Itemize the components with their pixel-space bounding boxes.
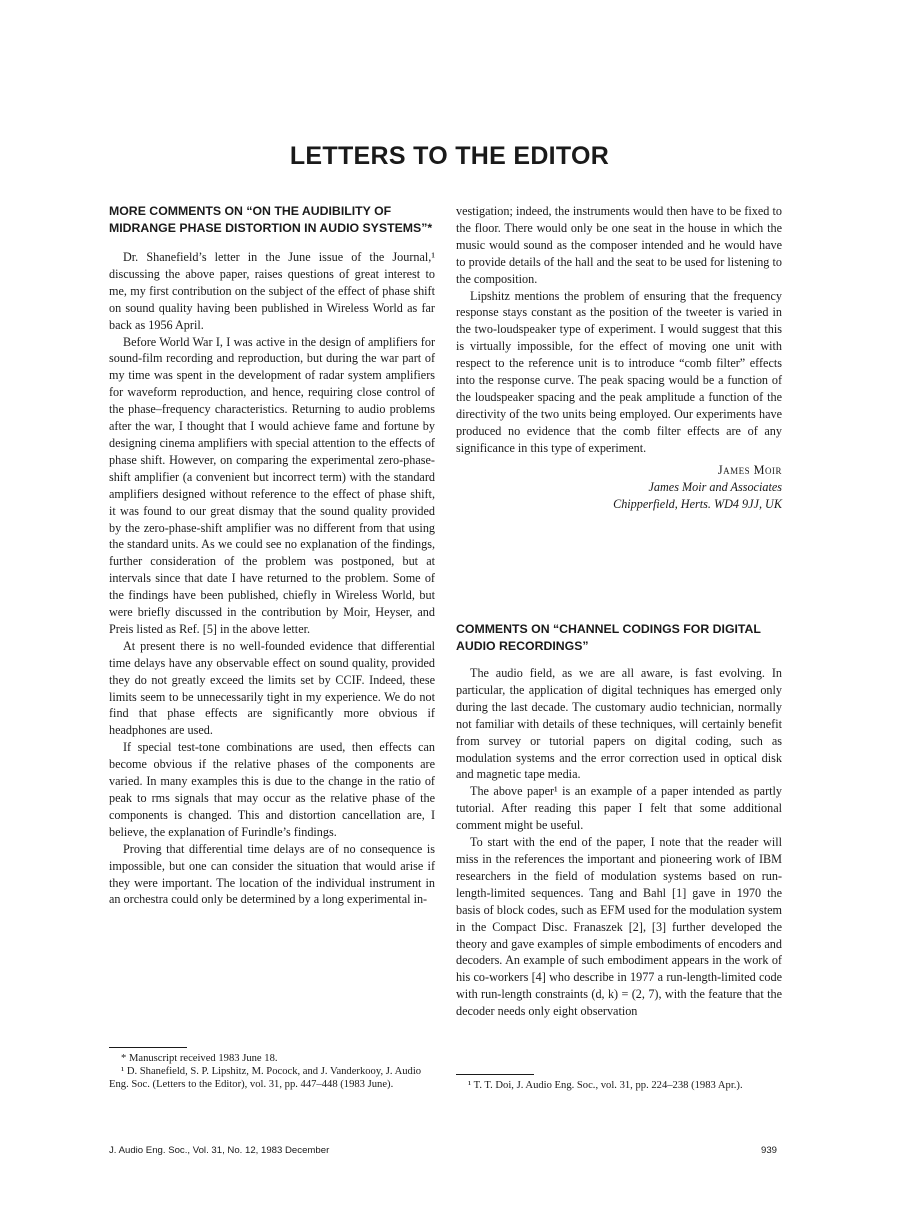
letter1-paragraph: If special test-tone combinations are used, then effects can become obvious if the relative phases of the components are varied. In many examples this is due to the change in the ratio of peak to rms signals that may occur as the relative phase of the components is changed. This and distortion cancellation are, I believe, the explanation of Furindle’s findings. — [109, 740, 435, 839]
letter2-paragraph: The audio field, as we are all aware, is fast evolving. In particular, the application of digital techniques has emerged only during the last decade. The customary audio technician, normally not familiar with details of these techniques, will certainly benefit from survey or tutorial papers on digital coding, such as modulation systems and the error correction used in optical disk and magnetic tape media. — [456, 666, 782, 782]
footnote: * Manuscript received 1983 June 18. — [121, 1053, 278, 1064]
footnote-rule — [109, 1047, 187, 1048]
letter2-heading: COMMENTS ON “CHANNEL CODINGS FOR DIGITAL AUDIO RECORDINGS” — [456, 622, 761, 653]
footnote: ¹ T. T. Doi, J. Audio Eng. Soc., vol. 31, pp. 224–238 (1983 Apr.). — [468, 1080, 743, 1091]
letter1-paragraph: Before World War I, I was active in the design of amplifiers for sound-film recording and reproduction, but during the war part of my time was spent in the development of radar system amplifiers for waveform reproduction, and hence, requiring close control of the phase–frequency characteristics. Returning to audio problems after the war, I thought that I would achieve fame and fortune by designing cinema amplifiers with special attention to the effects of phase shift. However, on comparing the experimental zero-phase-shift amplifier (a convenient but incorrect term) with the standard amplifiers designed without reference to the effect of phase shift, it was found to our great dismay that the sound quality provided by the zero-phase-shift amplifier was no different from that using the standard units. As we could see no explanation of the findings, further consideration of the problem was postponed, but at intervals since that date I have returned to the problem. Some of the findings have been published, chiefly in Wireless World, but were briefly discussed in the contribution by Moir, Heyser, and Preis listed as Ref. [5] in the above letter. — [109, 334, 435, 636]
letter1-paragraph: Proving that differential time delays are of no consequence is impossible, but one can consider the situation that would arise if they were important. The location of the individual instrument in an orchestra could only be determined by a long experimental in- — [109, 841, 435, 907]
letter1-paragraph: Dr. Shanefield’s letter in the June issue of the Journal,¹ discussing the above paper, raises questions of great interest to me, my first contribution on the subject of the effect of phase shift on sound quality having been published in Wireless World as far back as 1956 April. — [109, 250, 435, 332]
letter2-paragraph: The above paper¹ is an example of a paper intended as partly tutorial. After reading this paper I felt that some additional comment might be useful. — [456, 784, 782, 833]
letter2-section — [456, 621, 782, 1020]
journal-citation: J. Audio Eng. Soc., Vol. 31, No. 12, 1983 December — [109, 1145, 330, 1156]
right-column-top — [456, 203, 782, 513]
letter1-paragraph-continued: vestigation; indeed, the instruments would then have to be fixed to the floor. There would only be one seat in the house in which the music would sound as the composer intended and he would have to provide details of the hall and the seat to be used for listening to the composition. — [456, 204, 782, 286]
letter1-paragraph: At present there is no well-founded evidence that differential time delays have any observable effect on sound quality, provided they do not greatly exceed the limits set by CCIF. Indeed, these limits seem to be unnecessarily tight in my experience. We do not find that phase effects are significantly more obvious if headphones are used. — [109, 638, 435, 738]
letter1-signature — [456, 462, 782, 513]
signature-address: Chipperfield, Herts. WD4 9JJ, UK — [613, 496, 782, 511]
letter2-paragraph: To start with the end of the paper, I note that the reader will miss in the references the important and pioneering work of IBM researchers in the field of modulation systems based on run-length-limited sequences. Tang and Bahl [1] gave in 1970 the basis of block codes, such as EFM used for the modulation system in the Compact Disc. Franaszek [2], [3] further developed the theory and gave examples of simple embodiments of encoders and decoders. An example of such embodiment appears in the work of his co-workers [4] who describe in 1977 a run-length-limited code with run-length constraints (d, k) = (2, 7), with the feature that the decoder needs only eight observation — [456, 835, 782, 1019]
footnote-rule — [456, 1074, 534, 1075]
letter2-footnotes — [456, 1074, 782, 1092]
signature-name: James Moir — [717, 462, 782, 477]
letter1-paragraph: Lipshitz mentions the problem of ensuring that the frequency response stays constant as the position of the tweeter is varied in the two-loudspeaker type of experiment. I would suggest that this is virtually impossible, for the effect of moving one unit with respect to the reference unit is to introduce “comb filter” effects into the response curve. The peak spacing would be a function of the loudspeaker spacing and the peak amplitude a function of the directivity of the two units being employed. Our experiments have produced no evidence that the comb filter effects are of any significance in this type of experiment. — [456, 288, 782, 455]
page-number: 939 — [761, 1145, 778, 1156]
letter1-footnotes — [109, 1047, 435, 1091]
signature-affiliation: James Moir and Associates — [648, 479, 782, 494]
page-title: LETTERS TO THE EDITOR — [289, 142, 610, 170]
left-column — [109, 203, 435, 908]
letter1-heading: MORE COMMENTS ON “ON THE AUDIBILITY OF MIDRANGE PHASE DISTORTION IN AUDIO SYSTEMS”* — [109, 204, 433, 235]
footnote: ¹ D. Shanefield, S. P. Lipshitz, M. Pocock, and J. Vanderkooy, J. Audio Eng. Soc. (Letters to the Editor), vol. 31, pp. 447–448 (1983 June). — [109, 1066, 422, 1090]
